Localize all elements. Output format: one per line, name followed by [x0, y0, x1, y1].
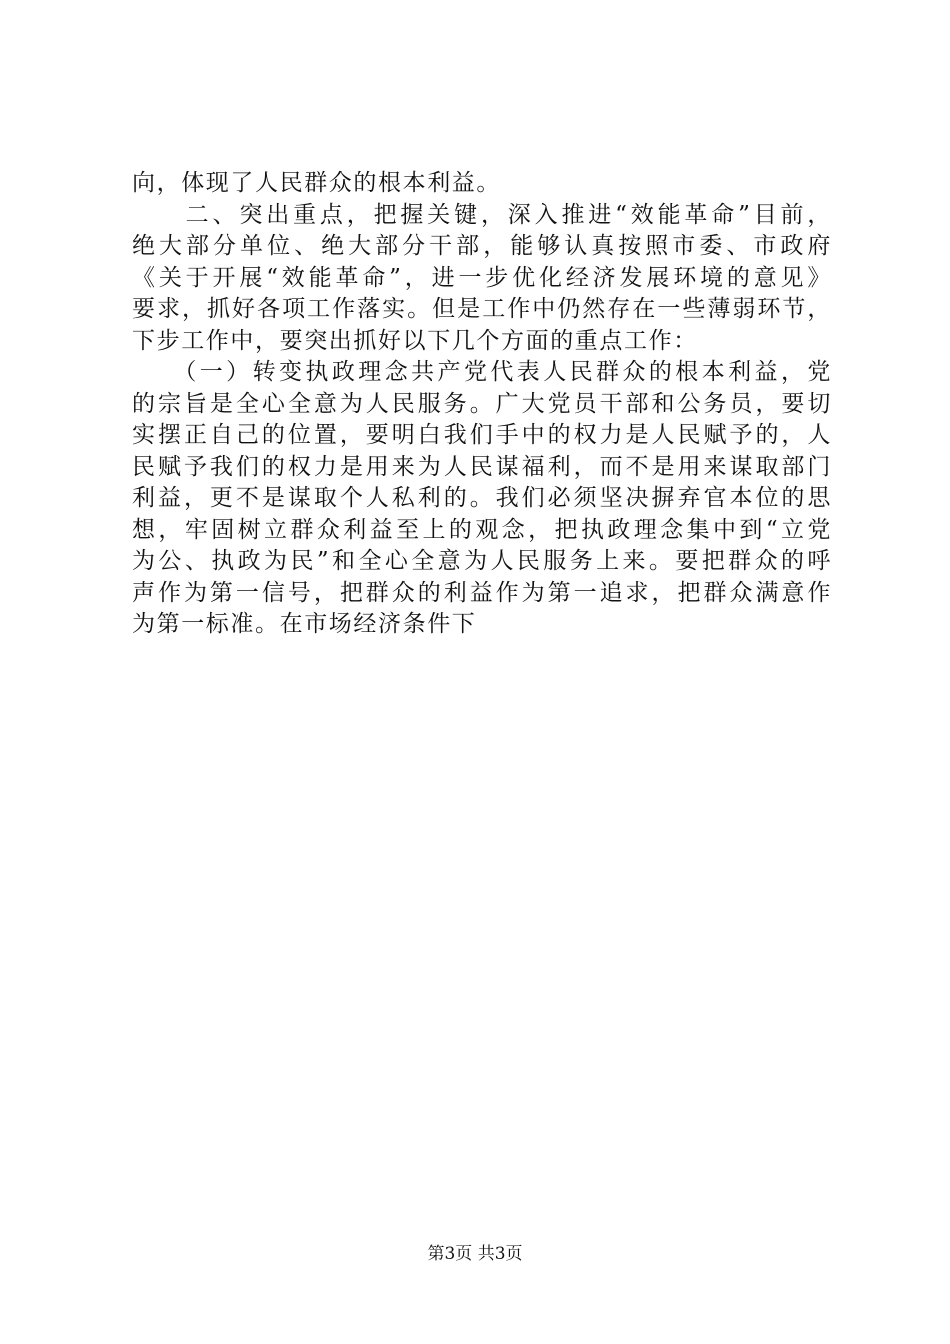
text-line: 为公、执政为民”和全心全意为人民服务上来。要把群众的呼 [132, 548, 832, 574]
text-line: 为第一标准。在市场经济条件下 [132, 611, 477, 637]
text-line: 下步工作中，要突出抓好以下几个方面的重点工作： [132, 327, 698, 354]
text-line: 向，体现了人民群众的根本利益。 [132, 170, 501, 196]
text-line: 想，牢固树立群众利益至上的观念，把执政理念集中到“立党 [132, 516, 832, 543]
text-line: 要求，抓好各项工作落实。但是工作中仍然存在一些薄弱环节， [132, 296, 832, 322]
text-line: （一）转变执政理念共产党代表人民群众的根本利益，党 [132, 359, 832, 385]
text-line: 民赋予我们的权力是用来为人民谋福利，而不是用来谋取部门 [132, 453, 832, 480]
text-line: 的宗旨是全心全意为人民服务。广大党员干部和公务员，要切 [132, 390, 832, 417]
document-body [132, 168, 832, 641]
text-line: 《关于开展“效能革命”，进一步优化经济发展环境的意见》 [132, 264, 832, 291]
text-line: 实摆正自己的位置，要明白我们手中的权力是人民赋予的，人 [132, 422, 832, 448]
text-line: 声作为第一信号，把群众的利益作为第一追求，把群众满意作 [132, 579, 832, 606]
text-line: 二、突出重点，把握关键，深入推进“效能革命”目前， [132, 201, 832, 228]
text-line: 绝大部分单位、绝大部分干部，能够认真按照市委、市政府 [132, 233, 832, 259]
text-line: 利益，更不是谋取个人私利的。我们必须坚决摒弃官本位的思 [132, 485, 832, 511]
page-footer: 第3页 共3页 [427, 1244, 523, 1264]
